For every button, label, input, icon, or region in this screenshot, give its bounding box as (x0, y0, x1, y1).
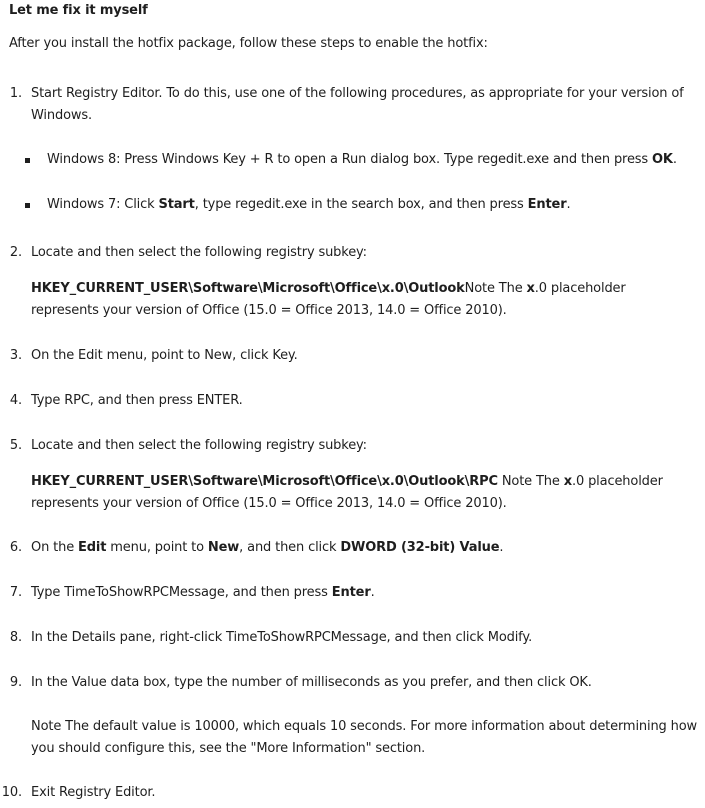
step-text: Locate and then select the following registry subkey: (31, 245, 367, 260)
step-text: In the Details pane, right-click TimeToShowRPCMessage, and then click Modify. (31, 630, 533, 645)
step-number: 5. (9, 438, 22, 453)
registry-key-path: HKEY_CURRENT_USER\Software\Microsoft\Office\x.0\Outlook (31, 281, 465, 296)
registry-key-text: HKEY_CURRENT_USER\Software\Microsoft\Office\x.0\Outlook\RPC Note The x.0 placeholder represents your version of Office (15.0 = Office 2013, 14.0 = Office 2010). (31, 474, 663, 511)
step-number: 2. (9, 245, 22, 260)
registry-key-path: HKEY_CURRENT_USER\Software\Microsoft\Office\x.0\Outlook\RPC (31, 474, 498, 489)
step-number: 1. (9, 86, 22, 101)
step-number: 9. (9, 675, 22, 690)
intro-text: After you install the hotfix package, follow these steps to enable the hotfix: (9, 36, 488, 51)
step-number: 3. (9, 348, 22, 363)
registry-key-text: HKEY_CURRENT_USER\Software\Microsoft\Office\x.0\OutlookNote The x.0 placeholder represents your version of Office (15.0 = Office 2013, 14.0 = Office 2010). (31, 281, 626, 318)
step-number: 6. (9, 540, 22, 555)
step-number: 4. (9, 393, 22, 408)
step-text: Exit Registry Editor. (31, 785, 156, 800)
bullet-text: Windows 7: Click Start, type regedit.exe in the search box, and then press Enter. (47, 197, 571, 212)
step-text: Type TimeToShowRPCMessage, and then press Enter. (31, 585, 375, 600)
step-number: 10. (1, 785, 22, 800)
page-title: Let me fix it myself (9, 3, 148, 18)
bullet-icon (25, 203, 30, 208)
step-text: Start Registry Editor. To do this, use one of the following procedures, as appropriate for your version of Windows. (31, 86, 684, 123)
step-text: On the Edit menu, point to New, and then click DWORD (32-bit) Value. (31, 540, 504, 555)
step-text: In the Value data box, type the number of milliseconds as you prefer, and then click OK. (31, 675, 592, 690)
step-number: 7. (9, 585, 22, 600)
bullet-icon (25, 158, 30, 163)
step-text: Locate and then select the following registry subkey: (31, 438, 367, 453)
step-text: On the Edit menu, point to New, click Key. (31, 348, 298, 363)
step-text: Type RPC, and then press ENTER. (31, 393, 243, 408)
step-number: 8. (9, 630, 22, 645)
note-text: Note The default value is 10000, which equals 10 seconds. For more information about determining how you should configure this, see the "More Information" section. (31, 719, 698, 756)
bullet-text: Windows 8: Press Windows Key + R to open a Run dialog box. Type regedit.exe and then press OK. (47, 152, 677, 167)
